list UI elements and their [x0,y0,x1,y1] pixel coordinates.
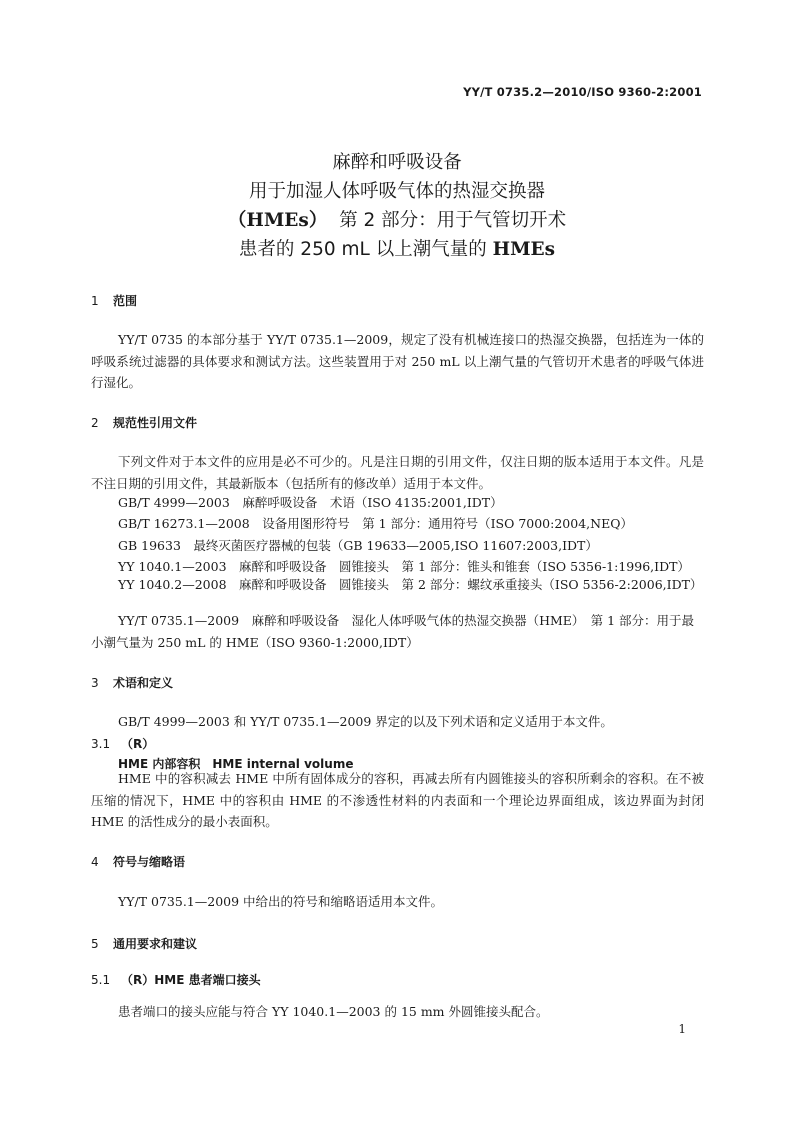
document-title [0,148,794,264]
standard-number: YY/T 0735.2—2010/ISO 9360-2:2001 [463,85,702,99]
section-4-heading: 4 符号与缩略语 [91,855,186,869]
reference-item: YY 1040.2—2008 麻醉和呼吸设备 圆锥接头 第 2 部分：螺纹承重接头（ISO 5356-2:2006,IDT） [118,577,703,592]
section-3-heading: 3 术语和定义 [91,676,174,690]
page-number: 1 [678,1022,686,1036]
title-line-2: 用于加湿人体呼吸气体的热湿交换器 [248,181,545,202]
section-2-heading: 2 规范性引用文件 [91,416,198,430]
reference-item: YY/T 0735.1—2009 麻醉和呼吸设备 湿化人体呼吸气体的热湿交换器（HME） 第 1 部分：用于最小潮气量为 250 mL 的 HME（ISO 9360-1:2000,IDT） [91,613,695,650]
subsection-3-1-heading: 3.1 （R） [91,737,155,751]
section-4-paragraph: YY/T 0735.1—2009 中给出的符号和缩略语适用本文件。 [118,894,444,909]
section-3-paragraph: GB/T 4999—2003 和 YY/T 0735.1—2009 界定的以及下列术语和定义适用于本文件。 [118,714,613,729]
section-2-paragraph: 下列文件对于本文件的应用是必不可少的。凡是注日期的引用文件，仅注日期的版本适用于本文件。凡是不注日期的引用文件，其最新版本（包括所有的修改单）适用于本文件。 [91,454,704,491]
section-5-heading: 5 通用要求和建议 [91,937,198,951]
reference-item: GB/T 4999—2003 麻醉呼吸设备 术语（ISO 4135:2001,IDT） [118,495,503,510]
section-5-paragraph: 患者端口的接头应能与符合 YY 1040.1—2003 的 15 mm 外圆锥接头配合。 [118,1004,549,1019]
title-line-4: 患者的 250 mL 以上潮气量的 HMEs [238,239,556,260]
reference-item: YY 1040.1—2003 麻醉和呼吸设备 圆锥接头 第 1 部分：锥头和锥套（ISO 5356-1:1996,IDT） [118,559,690,574]
section-1-heading: 1 范围 [91,294,138,308]
title-line-1: 麻醉和呼吸设备 [332,152,462,173]
reference-item: GB/T 16273.1—2008 设备用图形符号 第 1 部分：通用符号（ISO 7000:2004,NEQ） [118,516,633,531]
reference-item: GB 19633 最终灭菌医疗器械的包装（GB 19633—2005,ISO 11607:2003,IDT） [118,538,598,553]
term-definition: HME 中的容积减去 HME 中所有固体成分的容积，再减去所有内圆锥接头的容积所剩余的容积。在不被压缩的情况下，HME 中的容积由 HME 的不渗透性材料的内表面和一个理论边界面组成，该边界面为封闭 HME 的活性成分的最小表面积。 [91,771,704,829]
term-title: HME 内部容积 HME internal volume [118,757,354,771]
section-1-paragraph: YY/T 0735 的本部分基于 YY/T 0735.1—2009，规定了没有机械连接口的热湿交换器，包括连为一体的呼吸系统过滤器的具体要求和测试方法。这些装置用于对 250 mL 以上潮气量的气管切开术患者的呼吸气体进行湿化。 [91,332,704,390]
title-line-3: （HMEs） 第 2 部分：用于气管切开术 [227,210,567,231]
subsection-5-1-heading: 5.1 （R）HME 患者端口接头 [91,973,261,987]
